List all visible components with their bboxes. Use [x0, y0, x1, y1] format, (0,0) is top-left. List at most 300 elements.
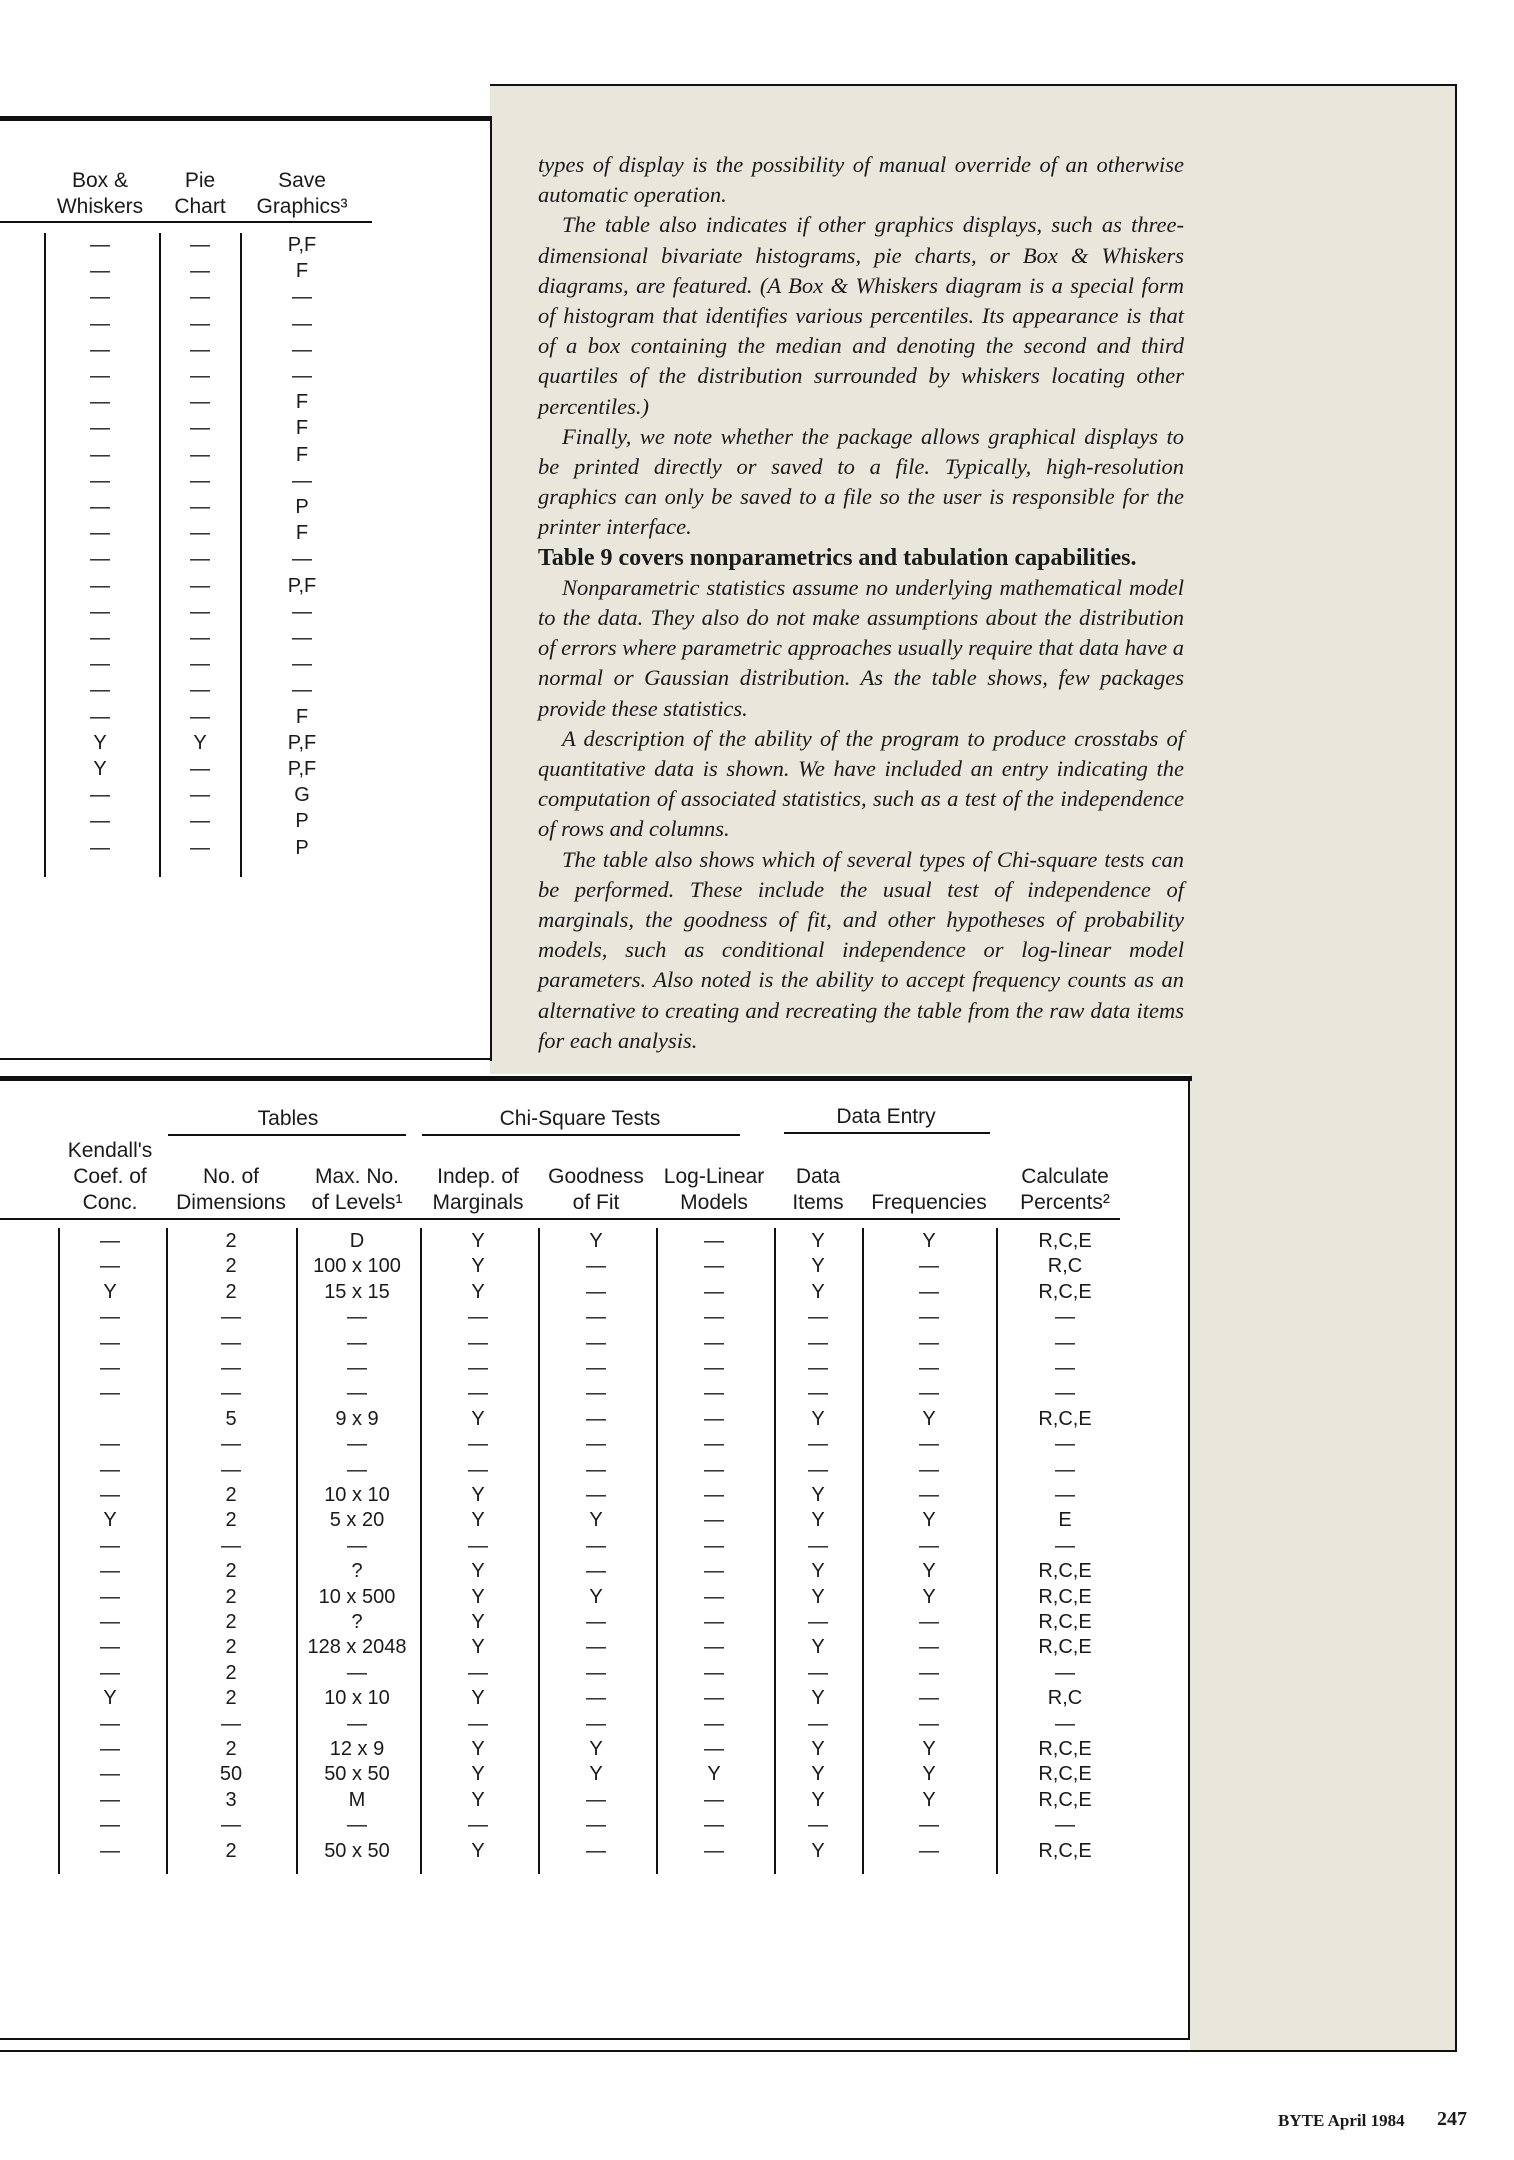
loglinear-cell: — — [704, 1509, 724, 1532]
kendall-cell: — — [100, 1484, 120, 1506]
loglinear-cell: — — [704, 1230, 724, 1252]
data-items-cell: Y — [811, 1585, 825, 1608]
loglinear-cell: — — [704, 1585, 724, 1608]
kendall-cell: — — [100, 1763, 120, 1786]
percents-cell: — — [1055, 1814, 1075, 1837]
page-number: 247 — [1437, 2108, 1467, 2130]
goodness-cell: Y — [589, 1509, 603, 1532]
pie-chart-cell: — — [190, 338, 210, 361]
box-whiskers-cell: — — [90, 312, 110, 335]
data-items-cell: — — [808, 1306, 828, 1329]
article-paragraph: The table also shows which of several types of Chi-square tests can be performed. These include the usual test of independence of marginals, the goodness of fit, and other hypotheses of probability models, such as conditional independence or log-linear model parameters. Also noted is the ability to accept frequency counts as an alternative to creating and recreating the table from the raw data items for each analysis. — [538, 846, 1184, 1053]
save-graphics-cell: P — [295, 810, 309, 833]
loglinear-cell: — — [704, 1788, 724, 1811]
save-graphics-cell: — — [292, 338, 312, 361]
bottom-table-vline — [996, 1228, 998, 1874]
data-items-cell: — — [808, 1814, 828, 1837]
loglinear-cell: — — [704, 1357, 724, 1379]
levels-cell: — — [347, 1382, 367, 1405]
levels-cell: 10 x 10 — [324, 1484, 390, 1506]
levels-cell: 10 x 10 — [324, 1687, 390, 1710]
box-whiskers-cell: — — [90, 234, 110, 256]
kendall-cell: — — [100, 1839, 120, 1862]
group-tables-rule — [168, 1134, 406, 1136]
pie-chart-cell: — — [190, 260, 210, 283]
goodness-cell: — — [586, 1814, 606, 1837]
goodness-cell: — — [586, 1712, 606, 1735]
pie-chart-cell: — — [190, 627, 210, 649]
indep-cell: Y — [471, 1484, 485, 1506]
top-table-right-rule — [490, 116, 492, 1061]
header-line: Conc. — [82, 1191, 138, 1214]
header-line: Log-Linear — [663, 1165, 765, 1188]
frequencies-cell: Y — [922, 1560, 936, 1583]
pie-chart-cell: — — [190, 600, 210, 623]
dimensions-cell: — — [221, 1458, 241, 1481]
indep-cell: Y — [471, 1738, 485, 1760]
levels-cell: — — [347, 1433, 367, 1456]
dimensions-cell: — — [221, 1331, 241, 1354]
save-graphics-cell: P — [295, 496, 309, 518]
header-line: Graphics³ — [256, 195, 348, 218]
box-whiskers-cell: — — [90, 365, 110, 387]
goodness-cell: Y — [589, 1738, 603, 1760]
goodness-cell: — — [586, 1458, 606, 1481]
save-graphics-cell: G — [294, 784, 310, 807]
frequencies-cell: Y — [922, 1788, 936, 1811]
header-data-items — [776, 1164, 860, 1216]
percents-cell: R,C,E — [1038, 1280, 1092, 1303]
box-whiskers-cell: — — [90, 548, 110, 571]
data-items-cell: Y — [811, 1763, 825, 1786]
goodness-cell: — — [586, 1331, 606, 1354]
box-whiskers-cell: — — [90, 286, 110, 309]
indep-cell: — — [468, 1331, 488, 1354]
pie-chart-cell: — — [190, 653, 210, 676]
frequencies-cell: — — [919, 1433, 939, 1456]
indep-cell: — — [468, 1382, 488, 1405]
percents-cell: R,C,E — [1038, 1763, 1092, 1786]
frequencies-cell: — — [919, 1458, 939, 1481]
top-table-header-rule — [0, 221, 372, 223]
indep-cell: — — [468, 1306, 488, 1329]
group-entry-rule — [784, 1132, 990, 1134]
data-items-cell: — — [808, 1433, 828, 1456]
levels-cell: 50 x 50 — [324, 1839, 390, 1862]
frequencies-cell: Y — [922, 1509, 936, 1532]
box-whiskers-cell: — — [90, 836, 110, 859]
header-line: Models — [680, 1191, 748, 1214]
data-items-cell: Y — [811, 1407, 825, 1430]
dimensions-cell: 2 — [225, 1585, 237, 1608]
frequencies-cell: — — [919, 1306, 939, 1329]
kendall-cell: — — [100, 1636, 120, 1659]
header-pie-chart — [160, 168, 240, 220]
article-text — [538, 150, 1184, 1056]
percents-cell: — — [1055, 1433, 1075, 1456]
save-graphics-cell: P,F — [287, 574, 317, 597]
levels-cell: M — [348, 1788, 366, 1811]
dimensions-cell: 2 — [225, 1687, 237, 1710]
percents-cell: R,C,E — [1038, 1230, 1092, 1252]
save-graphics-cell: — — [292, 627, 312, 649]
data-items-cell: — — [808, 1382, 828, 1405]
save-graphics-cell: — — [292, 365, 312, 387]
levels-cell: — — [347, 1331, 367, 1354]
header-line: Dimensions — [176, 1191, 286, 1214]
pie-chart-cell: — — [190, 496, 210, 518]
indep-cell: Y — [471, 1407, 485, 1430]
pie-chart-cell: — — [190, 469, 210, 492]
indep-cell: Y — [471, 1611, 485, 1633]
loglinear-cell: — — [704, 1687, 724, 1710]
data-items-cell: Y — [811, 1230, 825, 1252]
loglinear-cell: — — [704, 1560, 724, 1583]
kendall-cell: Y — [103, 1280, 117, 1303]
goodness-cell: — — [586, 1407, 606, 1430]
header-line: Max. No. — [314, 1165, 400, 1188]
article-paragraph: types of display is the possibility of manual override of an otherwise automatic operation. — [538, 152, 1184, 208]
box-whiskers-cell: — — [90, 653, 110, 676]
percents-cell: — — [1055, 1712, 1075, 1735]
section-heading: Table 9 covers nonparametrics and tabulation capabilities. — [538, 544, 1137, 571]
save-graphics-cell: — — [292, 312, 312, 335]
dimensions-cell: — — [221, 1534, 241, 1557]
group-chi-square: Chi-Square Tests — [499, 1107, 661, 1130]
frequencies-cell: — — [919, 1839, 939, 1862]
header-line: of Fit — [572, 1191, 620, 1214]
frequencies-cell: — — [919, 1712, 939, 1735]
indep-cell: Y — [471, 1280, 485, 1303]
frequencies-cell: — — [919, 1814, 939, 1837]
percents-cell: R,C,E — [1038, 1611, 1092, 1633]
indep-cell: Y — [471, 1585, 485, 1608]
loglinear-cell: — — [704, 1484, 724, 1506]
box-whiskers-cell: — — [90, 784, 110, 807]
pie-chart-cell: — — [190, 365, 210, 387]
indep-cell: Y — [471, 1839, 485, 1862]
bottom-table-top-rule — [0, 1076, 1192, 1081]
group-tables: Tables — [257, 1107, 319, 1130]
save-graphics-cell: F — [295, 443, 309, 466]
box-whiskers-cell: — — [90, 679, 110, 702]
indep-cell: — — [468, 1433, 488, 1456]
header-line: Kendall's — [67, 1139, 153, 1162]
frame-top-rule — [490, 84, 1457, 86]
percents-cell: R,C,E — [1038, 1788, 1092, 1811]
save-graphics-cell: P,F — [287, 234, 317, 256]
goodness-cell: Y — [589, 1585, 603, 1608]
data-items-cell: — — [808, 1661, 828, 1684]
indep-cell: — — [468, 1357, 488, 1379]
data-items-cell: Y — [811, 1255, 825, 1278]
dimensions-cell: 2 — [225, 1484, 237, 1506]
percents-cell: R,C,E — [1038, 1636, 1092, 1659]
dimensions-cell: — — [221, 1433, 241, 1456]
percents-cell: R,C — [1047, 1255, 1083, 1278]
kendall-cell: — — [100, 1306, 120, 1329]
indep-cell: Y — [471, 1509, 485, 1532]
percents-cell: — — [1055, 1458, 1075, 1481]
indep-cell: — — [468, 1661, 488, 1684]
box-whiskers-cell: — — [90, 810, 110, 833]
levels-cell: — — [347, 1814, 367, 1837]
loglinear-cell: — — [704, 1280, 724, 1303]
save-graphics-cell: — — [292, 653, 312, 676]
indep-cell: Y — [471, 1636, 485, 1659]
dimensions-cell: 2 — [225, 1509, 237, 1532]
percents-cell: — — [1055, 1661, 1075, 1684]
loglinear-cell: — — [704, 1458, 724, 1481]
kendall-cell: — — [100, 1585, 120, 1608]
box-whiskers-cell: — — [90, 338, 110, 361]
percents-cell: E — [1058, 1509, 1072, 1532]
dimensions-cell: — — [221, 1357, 241, 1379]
kendall-cell: — — [100, 1534, 120, 1557]
save-graphics-cell: P,F — [287, 731, 317, 754]
dimensions-cell: 2 — [225, 1230, 237, 1252]
frequencies-cell: — — [919, 1484, 939, 1506]
box-whiskers-cell: Y — [93, 758, 107, 780]
goodness-cell: Y — [589, 1763, 603, 1786]
header-line: Box & — [71, 169, 129, 192]
save-graphics-cell: — — [292, 548, 312, 571]
kendall-cell: — — [100, 1738, 120, 1760]
dimensions-cell: 2 — [225, 1738, 237, 1760]
pie-chart-cell: — — [190, 705, 210, 728]
goodness-cell: — — [586, 1560, 606, 1583]
levels-cell: — — [347, 1458, 367, 1481]
header-line: Marginals — [432, 1191, 524, 1214]
kendall-cell: — — [100, 1331, 120, 1354]
loglinear-cell: — — [704, 1382, 724, 1405]
pie-chart-cell: Y — [193, 731, 207, 754]
goodness-cell: — — [586, 1382, 606, 1405]
indep-cell: Y — [471, 1763, 485, 1786]
data-items-cell: Y — [811, 1738, 825, 1760]
percents-cell: — — [1055, 1306, 1075, 1329]
loglinear-cell: — — [704, 1306, 724, 1329]
kendall-cell: — — [100, 1458, 120, 1481]
dimensions-cell: — — [221, 1712, 241, 1735]
indep-cell: Y — [471, 1788, 485, 1811]
box-whiskers-cell: — — [90, 391, 110, 414]
percents-cell: R,C,E — [1038, 1560, 1092, 1583]
save-graphics-cell: F — [295, 260, 309, 283]
goodness-cell: — — [586, 1357, 606, 1379]
indep-cell: Y — [471, 1560, 485, 1583]
indep-cell: — — [468, 1458, 488, 1481]
box-whiskers-cell: — — [90, 574, 110, 597]
loglinear-cell: — — [704, 1738, 724, 1760]
top-table-top-rule — [0, 116, 492, 121]
bottom-table-bottom-rule — [0, 2038, 1190, 2040]
top-table-bottom-rule — [0, 1058, 492, 1060]
dimensions-cell: 50 — [219, 1763, 243, 1786]
indep-cell: Y — [471, 1230, 485, 1252]
box-whiskers-cell: — — [90, 705, 110, 728]
box-whiskers-cell: — — [90, 417, 110, 440]
pie-chart-cell: — — [190, 522, 210, 545]
data-items-cell: Y — [811, 1788, 825, 1811]
data-items-cell: — — [808, 1712, 828, 1735]
frequencies-cell: Y — [922, 1230, 936, 1252]
percents-cell: — — [1055, 1357, 1075, 1379]
frequencies-cell: — — [919, 1687, 939, 1710]
data-items-cell: — — [808, 1611, 828, 1633]
dimensions-cell: 2 — [225, 1560, 237, 1583]
header-line: Percents² — [1020, 1191, 1110, 1214]
data-items-cell: Y — [811, 1280, 825, 1303]
save-graphics-cell: F — [295, 417, 309, 440]
header-line: Goodness — [548, 1165, 644, 1188]
kendall-cell: — — [100, 1560, 120, 1583]
levels-cell: — — [347, 1357, 367, 1379]
box-whiskers-cell: — — [90, 469, 110, 492]
levels-cell: — — [347, 1661, 367, 1684]
levels-cell: 12 x 9 — [329, 1738, 385, 1760]
save-graphics-cell: — — [292, 469, 312, 492]
kendall-cell: — — [100, 1382, 120, 1405]
frequencies-cell: Y — [922, 1585, 936, 1608]
indep-cell: Y — [471, 1255, 485, 1278]
loglinear-cell: — — [704, 1534, 724, 1557]
goodness-cell: — — [586, 1534, 606, 1557]
header-line: Coef. of — [73, 1165, 147, 1188]
percents-cell: R,C,E — [1038, 1585, 1092, 1608]
article-paragraph: Finally, we note whether the package allows graphical displays to be printed directly or saved to a file. Typically, high-resolution graphics can only be saved to a file so the user is responsible for the printer interface. — [538, 423, 1184, 540]
pie-chart-cell: — — [190, 836, 210, 859]
frequencies-cell: — — [919, 1255, 939, 1278]
loglinear-cell: — — [704, 1407, 724, 1430]
kendall-cell: Y — [103, 1509, 117, 1532]
save-graphics-cell: — — [292, 600, 312, 623]
pie-chart-cell: — — [190, 312, 210, 335]
header-line: Data — [795, 1165, 841, 1188]
percents-cell: R,C,E — [1038, 1839, 1092, 1862]
dimensions-cell: 2 — [225, 1255, 237, 1278]
data-items-cell: — — [808, 1331, 828, 1354]
data-items-cell: Y — [811, 1560, 825, 1583]
header-line: Items — [792, 1191, 844, 1214]
kendall-cell: — — [100, 1611, 120, 1633]
header-goodness-fit — [540, 1164, 652, 1216]
loglinear-cell: — — [704, 1636, 724, 1659]
percents-cell: — — [1055, 1534, 1075, 1557]
box-whiskers-cell: — — [90, 627, 110, 649]
frequencies-cell: Y — [922, 1763, 936, 1786]
levels-cell: ? — [351, 1560, 363, 1583]
loglinear-cell: — — [704, 1433, 724, 1456]
kendall-cell: — — [100, 1788, 120, 1811]
header-line: Whiskers — [56, 195, 144, 218]
loglinear-cell: — — [704, 1712, 724, 1735]
levels-cell: — — [347, 1534, 367, 1557]
levels-cell: 5 x 20 — [329, 1509, 385, 1532]
dimensions-cell: 2 — [225, 1839, 237, 1862]
indep-cell: Y — [471, 1687, 485, 1710]
save-graphics-cell: F — [295, 391, 309, 414]
kendall-cell: — — [100, 1661, 120, 1684]
pie-chart-cell: — — [190, 679, 210, 702]
dimensions-cell: — — [221, 1814, 241, 1837]
loglinear-cell: Y — [707, 1763, 721, 1786]
frequencies-cell: — — [919, 1280, 939, 1303]
pie-chart-cell: — — [190, 810, 210, 833]
header-frequencies — [864, 1190, 994, 1216]
dimensions-cell: — — [221, 1306, 241, 1329]
data-items-cell: — — [808, 1534, 828, 1557]
header-save-graphics — [242, 168, 362, 220]
loglinear-cell: — — [704, 1814, 724, 1837]
goodness-cell: — — [586, 1839, 606, 1862]
article-paragraph: A description of the ability of the program to produce crosstabs of quantitative data is shown. We have included an entry indicating the computation of associated statistics, such as a test of the independence of rows and columns. — [538, 725, 1184, 842]
box-whiskers-cell: Y — [93, 731, 107, 754]
pie-chart-cell: — — [190, 548, 210, 571]
save-graphics-cell: — — [292, 679, 312, 702]
pie-chart-cell: — — [190, 574, 210, 597]
header-line: No. of — [202, 1165, 260, 1188]
article-paragraph: Nonparametric statistics assume no underlying mathematical model to the data. They also do not make assumptions about the distribution of errors where parametric approaches usually require that data have a normal or Gaussian distribution. As the table shows, few packages provide these statistics. — [538, 574, 1184, 721]
goodness-cell: — — [586, 1788, 606, 1811]
data-items-cell: Y — [811, 1509, 825, 1532]
loglinear-cell: — — [704, 1839, 724, 1862]
goodness-cell: Y — [589, 1230, 603, 1252]
dimensions-cell: 2 — [225, 1636, 237, 1659]
save-graphics-cell: P,F — [287, 758, 317, 780]
levels-cell: 100 x 100 — [313, 1255, 401, 1278]
header-line: Save — [278, 169, 326, 192]
box-whiskers-cell: — — [90, 443, 110, 466]
header-line: of Levels¹ — [311, 1191, 403, 1214]
dimensions-cell: 2 — [225, 1661, 237, 1684]
levels-cell: 9 x 9 — [335, 1407, 379, 1430]
levels-cell: ? — [351, 1611, 363, 1633]
loglinear-cell: — — [704, 1255, 724, 1278]
levels-cell: 10 x 500 — [318, 1585, 396, 1608]
data-items-cell: Y — [811, 1484, 825, 1506]
pie-chart-cell: — — [190, 234, 210, 256]
save-graphics-cell: F — [295, 705, 309, 728]
frequencies-cell: — — [919, 1331, 939, 1354]
loglinear-cell: — — [704, 1331, 724, 1354]
box-whiskers-cell: — — [90, 522, 110, 545]
indep-cell: — — [468, 1814, 488, 1837]
frequencies-cell: — — [919, 1611, 939, 1633]
header-calc-percents — [1000, 1164, 1130, 1216]
data-items-cell: — — [808, 1458, 828, 1481]
header-line: Chart — [174, 195, 226, 218]
levels-cell: — — [347, 1712, 367, 1735]
frequencies-cell: Y — [922, 1407, 936, 1430]
percents-cell: R,C,E — [1038, 1738, 1092, 1760]
percents-cell: R,C — [1047, 1687, 1083, 1710]
header-max-levels — [298, 1164, 416, 1216]
bottom-table-header-rule — [0, 1218, 1120, 1220]
save-graphics-cell: P — [295, 836, 309, 859]
header-log-linear — [658, 1164, 770, 1216]
kendall-cell: — — [100, 1357, 120, 1379]
dimensions-cell: 3 — [225, 1788, 237, 1811]
header-line: Frequencies — [871, 1191, 987, 1214]
kendall-cell: Y — [103, 1687, 117, 1710]
goodness-cell: — — [586, 1484, 606, 1506]
loglinear-cell: — — [704, 1611, 724, 1633]
kendall-cell: — — [100, 1433, 120, 1456]
dimensions-cell: 5 — [225, 1407, 237, 1430]
goodness-cell: — — [586, 1255, 606, 1278]
percents-cell: — — [1055, 1331, 1075, 1354]
